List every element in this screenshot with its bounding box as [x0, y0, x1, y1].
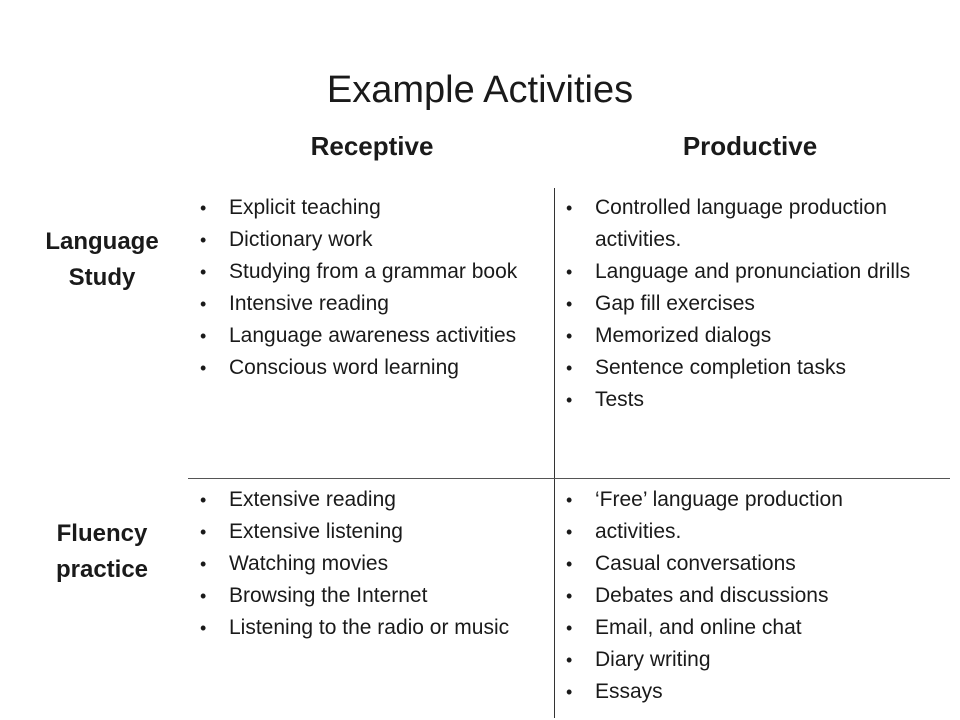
list-item [554, 320, 954, 352]
list-item [188, 484, 548, 516]
cell-fluency-receptive [188, 484, 548, 644]
list-item [188, 580, 548, 612]
list-item-text: Explicit teaching [229, 196, 381, 219]
bullet-dot-icon: • [566, 586, 573, 606]
bullet-dot-icon: • [566, 326, 573, 346]
bullet-dot-icon: • [200, 198, 207, 218]
list-item [188, 256, 548, 288]
bullet-dot-icon: • [200, 522, 207, 542]
bullet-dot-icon: • [566, 390, 573, 410]
bullet-dot-icon: • [566, 198, 573, 218]
cell-language-productive [554, 192, 954, 416]
bullet-dot-icon: • [566, 262, 573, 282]
list-item [188, 612, 548, 644]
list-item-text: Extensive listening [229, 520, 403, 543]
bullet-dot-icon: • [566, 522, 573, 542]
cell-fluency-productive [554, 484, 954, 708]
list-item [188, 548, 548, 580]
bullet-dot-icon: • [200, 358, 207, 378]
list-item [188, 352, 548, 384]
row-header-line-1: Language Study [45, 228, 159, 291]
bullet-dot-icon: • [200, 490, 207, 510]
list-item-text: Gap fill exercises [595, 292, 755, 315]
list-item-text: Studying from a grammar book [229, 260, 518, 283]
list-item-text: Tests [595, 388, 645, 411]
list-item [554, 676, 954, 708]
list-item-text: Conscious word learning [229, 356, 459, 379]
list-item-text: Diary writing [595, 648, 711, 671]
bullet-dot-icon: • [566, 490, 573, 510]
list-item-text: Browsing the Internet [229, 584, 428, 607]
list-item-text: Controlled language production activities. [595, 196, 887, 251]
list-item [554, 384, 954, 416]
list-item-text: Language and pronunciation drills [595, 260, 911, 283]
list-item [554, 288, 954, 320]
list-item-text: Dictionary work [229, 228, 373, 251]
list-item-text: Casual conversations [595, 552, 796, 575]
column-header-receptive: Receptive [310, 131, 434, 161]
list-item-text: Language awareness activities [229, 324, 517, 347]
list-item-text: Debates and discussions [595, 584, 829, 607]
list-item-text: Intensive reading [229, 292, 389, 315]
bullet-dot-icon: • [200, 262, 207, 282]
list-item-text: Essays [595, 680, 663, 703]
bullet-dot-icon: • [566, 618, 573, 638]
page-title: Example Activities [326, 69, 634, 111]
list-item [188, 516, 548, 548]
list-item [554, 612, 954, 644]
bullet-dot-icon: • [200, 554, 207, 574]
bullet-dot-icon: • [200, 618, 207, 638]
list-item-text: ‘Free’ language production [595, 488, 843, 511]
bullet-dot-icon: • [200, 294, 207, 314]
bullet-dot-icon: • [566, 358, 573, 378]
row-divider [188, 478, 950, 479]
list-item [554, 484, 954, 516]
list-item-text: Listening to the radio or music [229, 616, 510, 639]
list-item [554, 192, 954, 256]
list-item [554, 548, 954, 580]
list-item [188, 320, 548, 352]
list-item [554, 644, 954, 676]
bullet-dot-icon: • [566, 650, 573, 670]
cell-language-receptive [188, 192, 548, 384]
list-item-text: Email, and online chat [595, 616, 802, 639]
list-item [188, 224, 548, 256]
list-item-text: Extensive reading [229, 488, 396, 511]
bullet-dot-icon: • [566, 554, 573, 574]
row-header-fluency-practice [18, 516, 186, 588]
list-item-text: activities. [595, 520, 682, 543]
list-item-text: Memorized dialogs [595, 324, 772, 347]
bullet-dot-icon: • [566, 682, 573, 702]
list-item [554, 516, 954, 548]
row-header-language-study [18, 224, 186, 296]
list-item [554, 580, 954, 612]
bullet-dot-icon: • [200, 326, 207, 346]
list-item [554, 352, 954, 384]
bullet-dot-icon: • [200, 230, 207, 250]
list-item [188, 288, 548, 320]
bullet-dot-icon: • [566, 294, 573, 314]
list-item [554, 256, 954, 288]
list-item [188, 192, 548, 224]
column-header-productive: Productive [682, 131, 818, 161]
row-header-line-1: Fluency practice [55, 520, 149, 583]
list-item-text: Sentence completion tasks [595, 356, 846, 379]
list-item-text: Watching movies [229, 552, 389, 575]
bullet-dot-icon: • [200, 586, 207, 606]
